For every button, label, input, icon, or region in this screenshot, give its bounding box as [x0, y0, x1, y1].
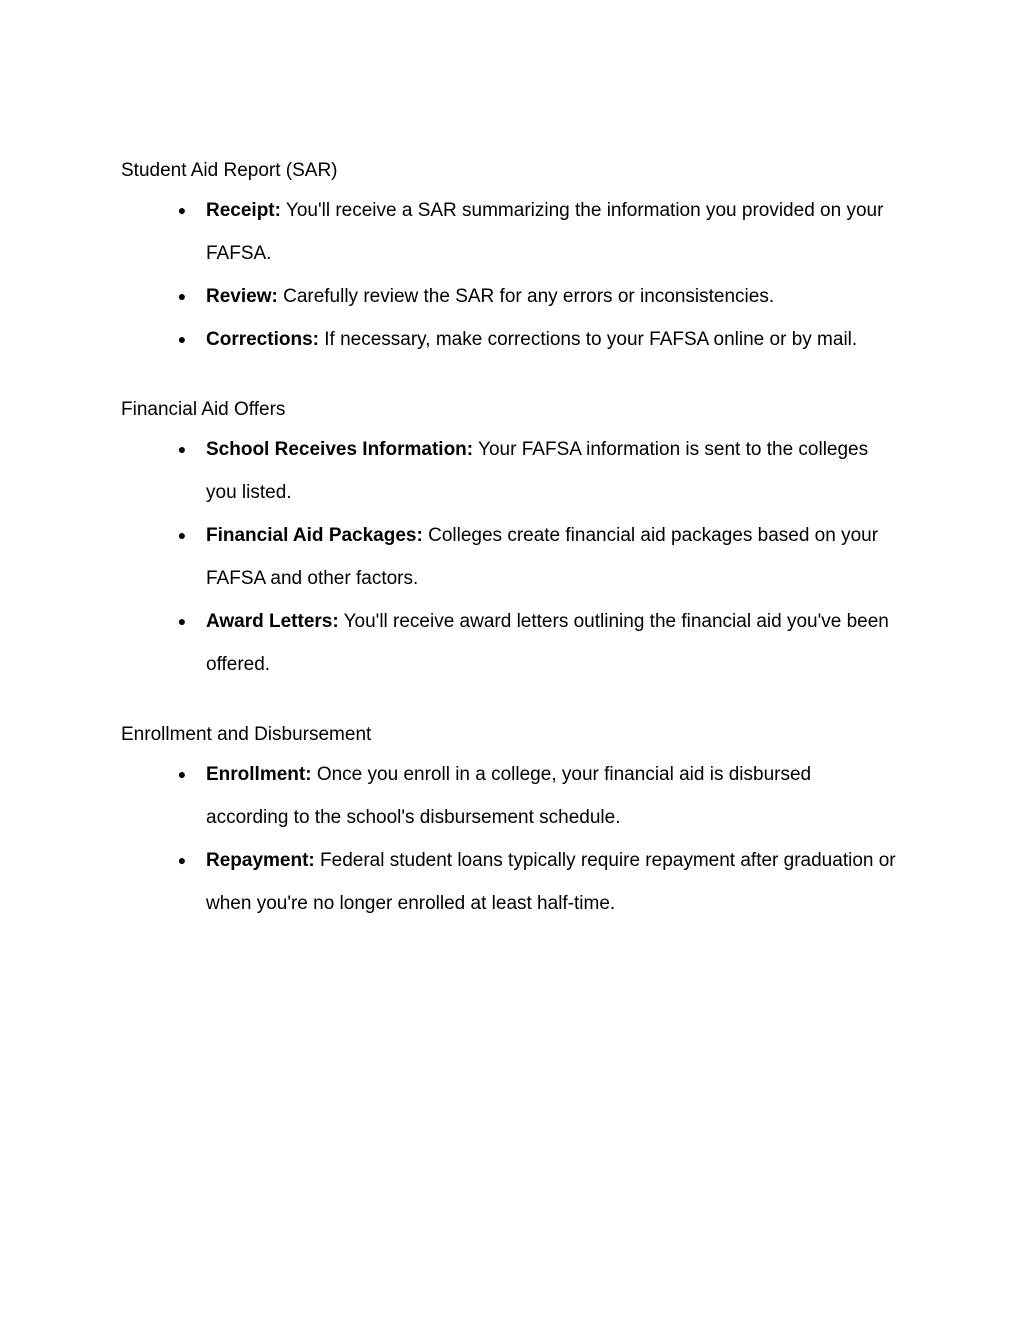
- bullet-icon: ●: [177, 766, 187, 782]
- bullet-icon: ●: [177, 331, 187, 347]
- bullet-list: [121, 428, 911, 686]
- section-student-aid-report: [121, 160, 911, 361]
- list-item: [177, 600, 896, 686]
- list-item: [177, 839, 896, 925]
- bullet-icon: ●: [177, 441, 187, 457]
- item-text: Your FAFSA information is sent to the colleges you listed.: [206, 439, 869, 503]
- item-label: Review:: [206, 286, 278, 307]
- list-item: [177, 428, 896, 514]
- item-label: Financial Aid Packages:: [206, 525, 423, 546]
- section-title: Enrollment and Disbursement: [121, 724, 372, 745]
- item-text: You'll receive a SAR summarizing the information you provided on your FAFSA.: [206, 200, 884, 264]
- item-text: You'll receive award letters outlining the financial aid you've been offered.: [206, 611, 889, 675]
- bullet-icon: ●: [177, 527, 187, 543]
- item-label: School Receives Information:: [206, 439, 474, 460]
- item-text: Federal student loans typically require repayment after graduation or when you're no longer enrolled at least half-time.: [206, 850, 896, 914]
- list-item: [177, 275, 896, 318]
- item-text: Carefully review the SAR for any errors or inconsistencies.: [277, 286, 775, 307]
- item-label: Corrections:: [206, 329, 319, 350]
- section-title: Student Aid Report (SAR): [121, 160, 338, 181]
- list-item: [177, 318, 896, 361]
- item-text: If necessary, make corrections to your FAFSA online or by mail.: [318, 329, 858, 350]
- bullet-list: [121, 753, 911, 925]
- bullet-icon: ●: [177, 288, 187, 304]
- bullet-icon: ●: [177, 852, 187, 868]
- section-title: Financial Aid Offers: [121, 399, 286, 420]
- section-financial-aid-offers: [121, 399, 911, 686]
- list-item: [177, 189, 896, 275]
- item-text: Colleges create financial aid packages based on your FAFSA and other factors.: [206, 525, 879, 589]
- item-label: Award Letters:: [206, 611, 339, 632]
- list-item: [177, 514, 896, 600]
- section-enrollment-disbursement: [121, 724, 911, 925]
- item-label: Receipt:: [206, 200, 281, 221]
- item-label: Repayment:: [206, 850, 315, 871]
- item-label: Enrollment:: [206, 764, 312, 785]
- list-item: [177, 753, 896, 839]
- bullet-icon: ●: [177, 202, 187, 218]
- bullet-list: [121, 189, 911, 361]
- bullet-icon: ●: [177, 613, 187, 629]
- item-text: Once you enroll in a college, your financial aid is disbursed according to the school's disbursement schedule.: [206, 764, 812, 828]
